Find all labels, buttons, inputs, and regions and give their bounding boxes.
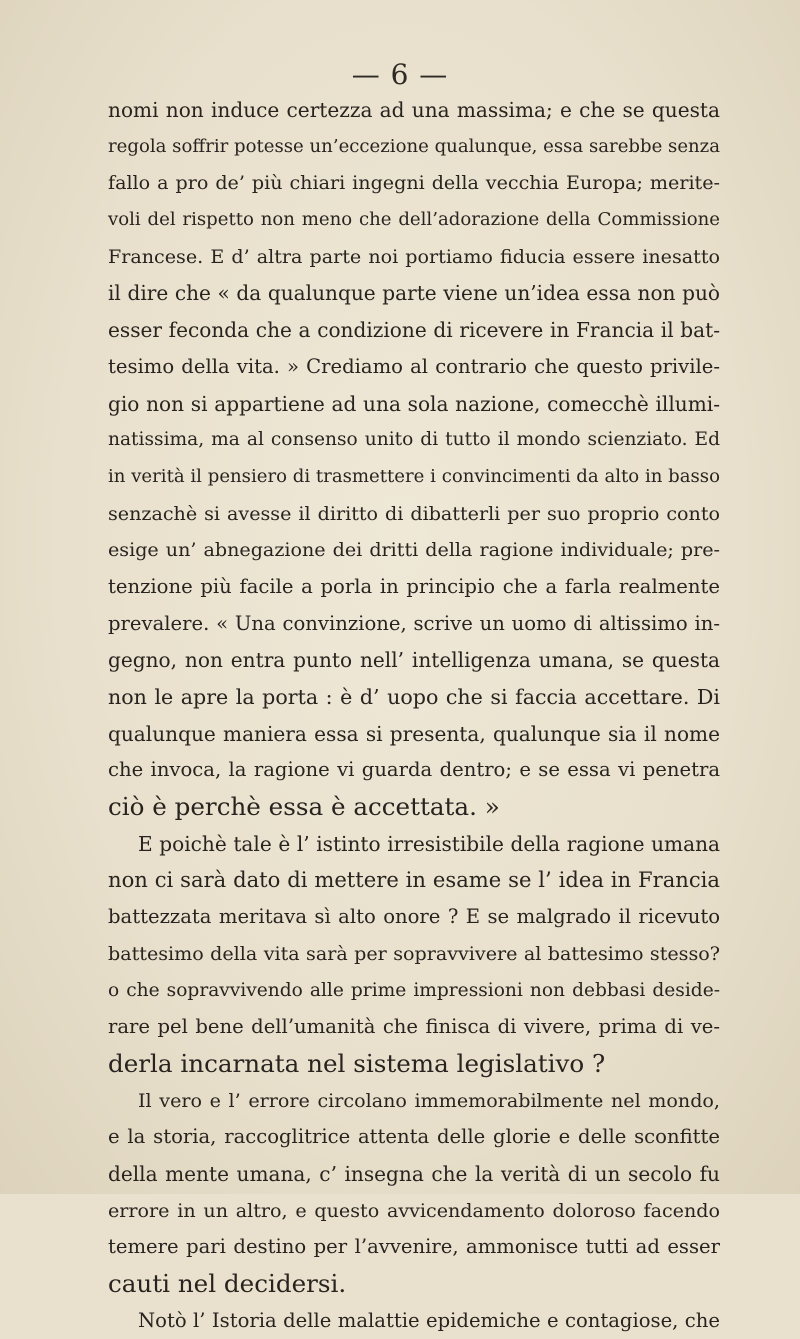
text-line: natissima, ma al consenso unito di tutto il mondo scienziato. Ed <box>108 429 720 451</box>
text-line: che invoca, la ragione vi guarda dentro; e se essa vi penetra <box>108 758 720 782</box>
text-line: tesimo della vita. » Crediamo al contrario che questo privile- <box>108 354 720 378</box>
text-line: qualunque maniera essa si presenta, qualunque sia il nome <box>108 721 720 746</box>
text-line: il dire che « da qualunque parte viene un’idea essa non può <box>108 281 720 306</box>
text-line: senzachè si avesse il diritto di dibatterli per suo proprio conto <box>108 501 720 525</box>
page-number: — 6 — <box>351 58 449 91</box>
text-line: prevalere. « Una convinzione, scrive un uomo di altissimo in- <box>108 611 720 635</box>
text-line: derla incarnata nel sistema legislativo ? <box>108 1048 606 1078</box>
text-line: tenzione più facile a porla in principio che a farla realmente <box>108 574 720 598</box>
text-line: Francese. E d’ altra parte noi portiamo fiducia essere inesatto <box>108 244 720 268</box>
text-line: Notò l’ Istoria delle malattie epidemiche e contagiose, che <box>138 1308 720 1332</box>
text-line: cauti nel decidersi. <box>108 1269 347 1298</box>
text-line: in verità il pensiero di trasmettere i convincimenti da alto in basso <box>108 465 720 487</box>
text-line: della mente umana, c’ insegna che la verità di un secolo fu <box>108 1161 720 1186</box>
text-line: e la storia, raccoglitrice attenta delle glorie e delle sconfitte <box>108 1125 720 1149</box>
text-line: temere pari destino per l’avvenire, ammonisce tutti ad esser <box>108 1235 720 1259</box>
text-line: rare pel bene dell’umanità che finisca di vivere, prima di ve- <box>108 1015 720 1039</box>
text-line: regola soffrir potesse un’eccezione qualunque, essa sarebbe senza <box>108 135 720 157</box>
text-line: battezzata meritava sì alto onore ? E se malgrado il ricevuto <box>108 905 720 929</box>
text-line: nomi non induce certezza ad una massima; e che se questa <box>108 98 720 122</box>
text-line: esige un’ abnegazione dei dritti della ragione individuale; pre- <box>108 538 720 562</box>
text-line: E poichè tale è l’ istinto irresistibile della ragione umana <box>138 831 720 856</box>
text-line: ciò è perchè essa è accettata. » <box>108 792 500 822</box>
text-line: voli del rispetto non meno che dell’adorazione della Commissione <box>108 209 720 231</box>
text-line: esser feconda che a condizione di ricevere in Francia il bat- <box>108 318 720 343</box>
text-line: Il vero e l’ errore circolano immemorabilmente nel mondo, <box>138 1088 720 1112</box>
text-line: gegno, non entra punto nell’ intelligenza umana, se questa <box>108 648 720 673</box>
text-line: fallo a pro de’ più chiari ingegni della vecchia Europa; merite- <box>108 171 720 195</box>
text-line: non ci sarà dato di mettere in esame se l’ idea in Francia <box>108 867 720 893</box>
text-line: gio non si appartiene ad una sola nazione, comecchè illumi- <box>108 391 720 416</box>
text-line: o che sopravvivendo alle prime impressioni non debbasi deside- <box>108 979 720 1001</box>
body-text <box>108 92 720 1339</box>
text-line: non le apre la porta : è d’ uopo che si faccia accettare. Di <box>108 685 720 709</box>
text-line: errore in un altro, e questo avvicendamento doloroso facendo <box>108 1198 720 1222</box>
text-line: battesimo della vita sarà per sopravvivere al battesimo stesso? <box>108 941 720 965</box>
